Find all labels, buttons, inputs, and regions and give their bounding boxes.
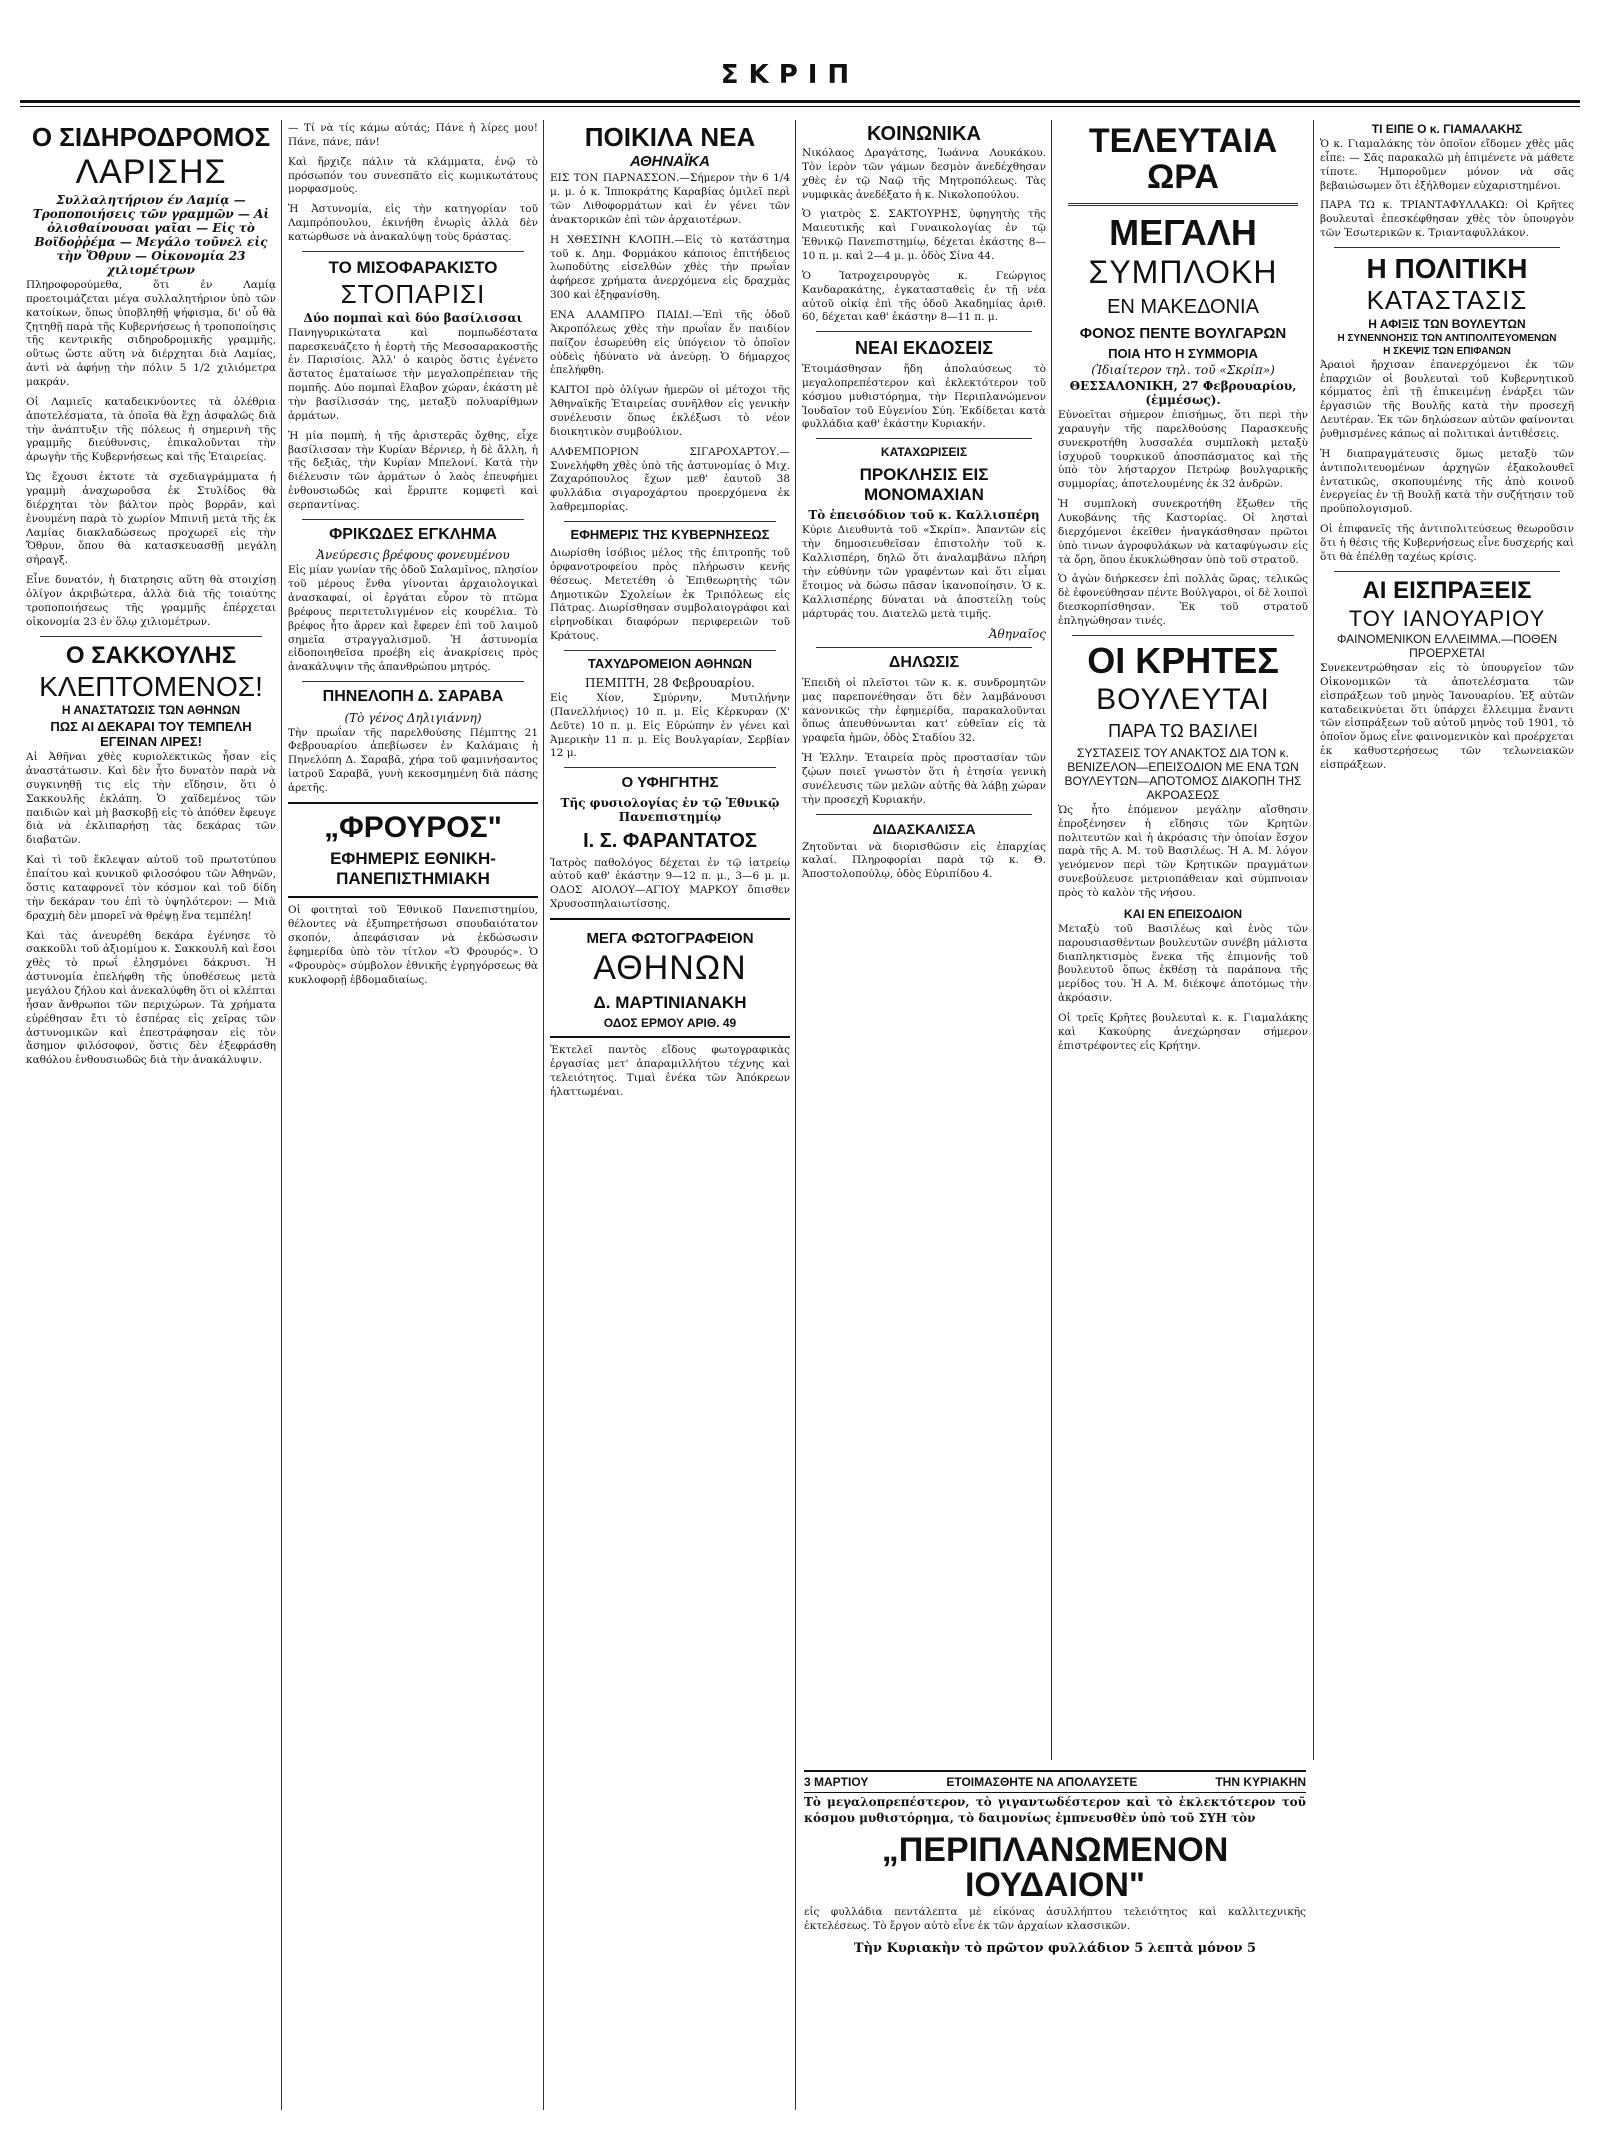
headline-farantatos: Ι. Σ. ΦΑΡΑΝΤΑΤΟΣ: [583, 829, 757, 852]
article-paragraph: Ἡ συμπλοκὴ συνεκροτήθη ἔξωθεν τῆς Λυκοβάνης τῆς Καστορίας. Οἱ λησταὶ διερχόμενοι ἐκεῖθεν ἠναγκάσθησαν πρῶτοι ὑπὸ τινων ἀγροφυλάκων νὰ καταφύγωσιν εἰς τὰ ὄρη, ὅπου ἐκυκλώθησαν ὑπὸ τοῦ στρατοῦ.: [1058, 498, 1308, 566]
headline-larissa: ΛΑΡΙΣΗΣ: [75, 153, 227, 192]
footer-advertisement: [796, 1770, 1314, 2110]
subheadline-duel: Τὸ ἐπεισόδιον τοῦ κ. Καλλισπέρη: [808, 508, 1040, 523]
article-paragraph: Διωρίσθη ἰσόβιος μέλος τῆς ἐπιτροπῆς τοῦ ὀρφανοτροφείου πρὸς πλήρωσιν κενῆς θέσεως. Μετετέθη ὁ Ἐπιθεωρητὴς τῶν Δημοτικῶν Σχολείων ἐκ Τριπόλεως εἰς Πάτρας. Διωρίσθησαν συμβολαιογράφοι καὶ εἰρηνοδίκαι διαφόρων περιφερειῶν τοῦ Κράτους.: [550, 547, 790, 643]
article-paragraph: Καὶ τὶ τοῦ ἔκλεψαν αὐτοῦ τοῦ πρωτοτύπου ἐπαίτου καὶ κυνικοῦ φιλοσόφου τῶν Ἀθηνῶν, ὅστις καταφρονεῖ τὸν κόσμον καὶ τοῦ δίδη τὴν δεκάραν του ἐπὶ τὸ ὑψηλότερον: — Μιὰ δραχμὴ δὲν μπορεῖ νὰ θρέψῃ ἕνα τεμπέλη!: [26, 854, 276, 922]
divider: [1068, 203, 1298, 206]
article-paragraph: Νικόλαος Δραγάτσης, Ἰωάννα Λουκάκου. Τὸν ἱερὸν τῶν γάμων δεσμὸν ἀνεδέχθησαν χθὲς ἐν τῷ Ναῷ τῆς Μητροπόλεως. Τὰς νυμφικὰς ἀνεδέξατο ἡ κ. Νικολοπούλου.: [802, 147, 1046, 201]
headline-political: Η ΠΟΛΙΤΙΚΗ: [1366, 253, 1528, 285]
subheadline-giamalakis: ΤΙ ΕΙΠΕ Ο κ. ΓΙΑΜΑΛΑΚΗΣ: [1371, 122, 1523, 136]
divider: [1072, 635, 1294, 636]
article-paragraph: Πανηγυρικώτατα καὶ πομπωδέστατα παρεσκευάζετο ἡ ἑορτὴ τῆς Μεσοσαρακοστῆς ἐν Παρισίοις. Ἀλλ' ὁ καιρὸς ὅστις ἐγένετο ἄστατος ἐματαίωσε τὴν μεγαλοπρέπειαν τῆς πομπῆς. Δύο πομπαὶ ἔλαβον χώραν, ἐκάστη μὲ τὴν βασίλισσάν της, μεταξὺ πολυαρίθμων ἁρμάτων.: [288, 326, 538, 422]
headline-various-news: ΠΟΙΚΙΛΑ ΝΕΑ: [584, 122, 756, 152]
masthead-rule: [20, 100, 1580, 103]
divider: [564, 521, 776, 522]
footer-date: 3 ΜΑΡΤΙΟΥ: [804, 1775, 869, 1789]
column-5: [1052, 120, 1314, 1760]
article-paragraph: ΕΝΑ ΑΛΑΜΠΡΟ ΠΑΙΔΙ.—Ἐπὶ τῆς ὁδοῦ Ἀκροπόλεως χθὲς τὴν πρωΐαν ἕν παιδίον παίζον ἐσωρεύθη εἰς ὑπόγειον τὸ ὁποῖον οὐδεὶς ἠδύνατο νὰ ἀνεύρῃ. Ὁ δήμαρχος ἐπελήφθη.: [550, 309, 790, 377]
headline-insertions: ΚΑΤΑΧΩΡΙΣΕΙΣ: [880, 445, 968, 460]
subheadline-five-bulgarians: ΦΟΝΟΣ ΠΕΝΤΕ ΒΟΥΛΓΑΡΩΝ: [1079, 324, 1287, 342]
article-paragraph: Ἡ Ἀστυνομία, εἰς τὴν κατηγορίαν τοῦ Λαμπρόπουλου, ἐκινήθη ἐνωρὶς ἀλλὰ δὲν κατώρθωσε νὰ ἀνακαλύψῃ τοὺς δράστας.: [288, 203, 538, 244]
article-paragraph: Εἶνε δυνατόν, ἡ διατρησις αὕτη θὰ στοιχίσῃ ὀλίγον ἀκριβώτερα, ἀλλὰ διὰ τῆς τοιαύτης τροποποιήσεως τῆς γραμμῆς ἐπέρχεται οἰκονομία 23 ἐν ὅλῳ χιλιομέτρων.: [26, 574, 276, 628]
headline-paris: ΣΤΟΠΑΡΙΣΙ: [340, 279, 486, 310]
subheadline-date: ΠΕΜΠΤΗ, 28 Φεβρουαρίου.: [585, 675, 755, 690]
newspaper-page: [20, 0, 1580, 2131]
headline-society: ΚΟΙΝΩΝΙΚΑ: [866, 123, 981, 145]
divider: [1334, 247, 1560, 248]
footer-prepare: ΕΤΟΙΜΑΣΘΗΤΕ ΝΑ ΑΠΟΛΑΥΣΕΤΕ: [946, 1775, 1138, 1789]
ad-photo-athens: ΑΘΗΝΩΝ: [593, 949, 747, 988]
subheadline-obituary: (Τὸ γένος Δηλιγιάννη): [344, 710, 482, 725]
masthead-rule-thin: [20, 106, 1580, 107]
article-paragraph: Πληροφορούμεθα, ὅτι ἐν Λαμίᾳ προετοιμάζεται μέγα συλλαλητήριον ὑπὸ τῶν κατοίκων, ὅπως ὑποβληθῇ ψήφισμα, δι' οὗ θὰ ζητηθῇ παρὰ τῆς Κυβερνήσεως ἡ τροποποίησις τῆς κεντρικῆς σιδηροδρομικῆς γραμμῆς, οὕτως ὥστε αὕτη νὰ διέρχηται διὰ Λαμίας, ἀντὶ νὰ ἀφήνῃ τὴν πόλιν 5 1/2 χιλιόμετρα μακράν.: [26, 278, 276, 388]
ad-photo-name: Δ. ΜΑΡΤΙΝΙΑΝΑΚΗ: [593, 992, 747, 1012]
subheadline-physiology: Τῆς φυσιολογίας ἐν τῷ Ἐθνικῷ Πανεπιστημίῳ: [560, 795, 780, 824]
headline-mid-lent: ΤΟ ΜΙΣΟΦΑΡΑΚΙΣΤΟ: [328, 257, 498, 277]
article-paragraph: Ζητοῦνται νὰ διορισθῶσιν εἰς ἐπαρχίας καλαί. Πληροφορίαι παρὰ τῷ κ. Θ. Ἀποστολοπούλῳ, ὁδὸς Εὐριπίδου 4.: [802, 840, 1046, 881]
headline-teacher: ΔΙΔΑΣΚΑΛΙΣΣΑ: [872, 820, 976, 837]
article-paragraph: ΑΛΦΕΜΠΟΡΙΟΝ ΣΙΓΑΡΟΧΑΡΤΟΥ.—Συνελήφθη χθὲς ὑπὸ τῆς ἀστυνομίας ὁ Μιχ. Ζαχαρόπουλος ἔχων μεθ' ἑαυτοῦ 38 φυλλάδια σιγαροχάρτου προερχόμενα ἐκ λαθρεμπορίας.: [550, 445, 790, 514]
article-paragraph: Ἡ Ἑλλην. Ἑταιρεία πρὸς προστασίαν τῶν ζῴων ποιεῖ γνωστὸν ὅτι ἡ ἐτησία γενικὴ συνέλευσις τῶν μελῶν αὐτῆς θὰ λάβῃ χώραν τὴν προσεχῆ Κυριακήν.: [802, 752, 1046, 806]
divider: [302, 251, 524, 252]
subheadline-gang: ΠΟΙΑ ΗΤΟ Η ΣΥΜΜΟΡΙΑ: [1108, 346, 1258, 362]
article-paragraph: Οἱ ἐπιφανεῖς τῆς ἀντιπολιτεύσεως θεωροῦσιν ὅτι ἡ θέσις τῆς Κυβερνήσεως εἶνε δυσχερής καὶ ὅτι θὰ ἐπέλθῃ ταχέως κρίσις.: [1320, 523, 1574, 563]
article-paragraph: ΠΑΡΑ ΤΩ κ. ΤΡΙΑΝΤΑΦΥΛΛΑΚΩ: Οἱ Κρῆτες βουλευταὶ ἐπεσκέφθησαν χθὲς τὸν ὑπουργὸν τῶν Ἐσωτερικῶν κ. Τριανταφυλλάκον.: [1320, 199, 1574, 240]
divider: [816, 647, 1032, 648]
divider: [816, 814, 1032, 815]
article-paragraph: Ἡ μία πομπὴ, ἡ τῆς ἀριστερᾶς ὄχθης, εἶχε βασίλισσαν τὴν Κυρίαν Βέρνιερ, ἡ δὲ ἄλλη, ἡ τῆς δεξιᾶς, τὴν Κυρίαν Μπελονί. Κατὰ τὴν διέλευσιν τῶν ἁρμάτων ὁ λαὸς ἐπευφήμει ἐνθουσιωδῶς καὶ ἔρριπτε κομφετὶ καὶ σερπαντίνας.: [288, 429, 538, 512]
ad-frouros-title: „ΦΡΟΥΡΟΣ": [324, 810, 502, 844]
signature: Ἀθηναῖος: [988, 627, 1046, 642]
headline-obituary: ΠΗΝΕΛΟΠΗ Δ. ΣΑΡΑΒΑ: [322, 688, 504, 706]
column-1: [20, 120, 282, 2110]
ad-photo-title: ΜΕΓΑ ΦΩΤΟΓΡΑΦΕΙΟΝ: [586, 929, 754, 947]
article-paragraph: Συνεκεντρώθησαν εἰς τὸ ὑπουργεῖον τῶν Οἰκονομικῶν τὰ ἀποτελέσματα τῶν εἰσπράξεων τοῦ μηνὸς Ἰανουαρίου. Ἐξ αὐτῶν καταδεικνύεται ὅτι ὑπάρχει ἔλλειμμα ἔναντι τῶν εἰσπράξεων τοῦ αὐτοῦ μηνὸς τοῦ 1901, τὸ ὁποῖον ὅμως εἶνε φαινομενικὸν καὶ προέρχεται ἐκ καθυστερήσεως τῶν τελωνειακῶν εἰσπράξεων.: [1320, 662, 1574, 772]
footer-line-1: Τὸ μεγαλοπρεπέστερον, τὸ γιγαντωδέστερον καὶ τὸ ἐκλεκτότερον τοῦ κόσμου μυθιστόρημα, τὸ δαιμονίως ἐμπνευσθὲν ὑπὸ τοῦ ΣΥΗ τὸν: [804, 1795, 1306, 1825]
headline-cretans: ΟΙ ΚΡΗΤΕΣ: [1087, 639, 1279, 681]
headline-sakkoulis: Ο ΣΑΚΚΟΥΛΗΣ: [65, 641, 237, 669]
headline-duel: ΠΡΟΚΛΗΣΙΣ ΕΙΣ ΜΟΝΟΜΑΧΙΑΝ: [859, 465, 989, 504]
headline-new-editions: ΝΕΑΙ ΕΚΔΟΣΕΙΣ: [854, 338, 994, 359]
headline-january: ΤΟΥ ΙΑΝΟΥΑΡΙΟΥ: [1348, 605, 1546, 631]
subheadline-incident: ΚΑΙ ΕΝ ΕΠΕΙΣΟΔΙΟΝ: [1123, 906, 1243, 921]
subheadline-thought: Η ΣΚΕΨΙΣ ΤΩΝ ΕΠΙΦΑΝΩΝ: [1383, 345, 1511, 357]
article-paragraph: Ὁ Ἰατροχειρουργὸς κ. Γεώργιος Κανδαρακάτης, ἐγκατασταθεὶς ἐν τῇ νέα αὐτοῦ οἰκίᾳ ἐπὶ τῆς ὁδοῦ Ἀκαδημίας ἀριθ. 60, δέχεται καθ' ἑκάστην 8—11 π. μ.: [802, 269, 1046, 324]
article-paragraph: Ἀραιοὶ ἤρχισαν ἐπανερχόμενοι ἐκ τῶν ἐπαρχιῶν οἱ βουλευταὶ τοῦ Κυβερνητικοῦ κόμματος ἐπὶ τῇ ἐπικειμένῃ ἐνάρξει τῶν ἐργασιῶν τῆς Βουλῆς κατὰ τὴν προσεχῆ Δευτέραν. Ἐκ τῶν δηλώσεων αὐτῶν φαίνονται ῥυθμισμένες κάπως αἱ πολιτικαὶ ἀντιθέσεις.: [1320, 358, 1574, 440]
column-6: [1314, 120, 1580, 2110]
article-paragraph: ΕΙΣ ΤΟΝ ΠΑΡΝΑΣΣΟΝ.—Σήμερον τὴν 6 1/4 μ. μ. ὁ κ. Ἱπποκράτης Καραβίας ὁμιλεῖ περὶ τῶν Λιθοφορμάτων καὶ ἐν γένει τῶν ἀνακτορικῶν ἐπὶ τῶν ἀρχαιοτέρων.: [550, 172, 790, 226]
subheadline-infant: Ἀνεύρεσις βρέφους φονευμένου: [316, 548, 510, 563]
headline-deputies: ΒΟΥΛΕΥΤΑΙ: [1096, 682, 1270, 716]
subheadline-athens: Η ΑΝΑΣΤΑΤΩΣΙΣ ΤΩΝ ΑΘΗΝΩΝ: [61, 703, 241, 718]
subheadline-arrival: Η ΑΦΙΞΙΣ ΤΩΝ ΒΟΥΛΕΥΤΩΝ: [1368, 316, 1526, 331]
headline-gazette: ΕΦΗΜΕΡΙΣ ΤΗΣ ΚΥΒΕΡΝΗΣΕΩΣ: [570, 527, 770, 543]
article-paragraph: Οἱ τρεῖς Κρῆτες βουλευταὶ κ. κ. Γιαμαλάκης καὶ Κακούρης ἀνεχώρησαν σήμερον ἐπιστρέφοντες εἰς Κρήτην.: [1058, 1012, 1308, 1052]
headline-stolen: ΚΛΕΠΤΟΜΕΝΟΣ!: [39, 670, 263, 702]
divider: [302, 519, 524, 520]
article-paragraph: Ἐπειδὴ οἱ πλεῖστοι τῶν κ. κ. συνδρομητῶν μας παρεπονέθησαν ὅτι δὲν λαμβάνουσι κανονικῶς τὴν ἐφημερίδα, παρακαλοῦνται ὅπως ἀπευθύνωνται κατ' εὐθεῖαν εἰς τὰ γραφεῖα ἡμῶν, ὁδὸς Σταδίου 32.: [802, 676, 1046, 745]
article-paragraph: Ὁ ἀγὼν διήρκεσεν ἐπὶ πολλὰς ὥρας, τελικῶς δὲ ἐφονεύθησαν πέντε Βούλγαροι, οἱ δὲ λοιποὶ διεσκορπίσθησαν. Ἐκ τοῦ στρατοῦ ἐπληγώθησαν τινές.: [1058, 573, 1308, 628]
footer-title-wandering-jew: „ΠΕΡΙΠΛΑΝΩΜΕΝΟΝ ΙΟΥΔΑΙΟΝ": [881, 1830, 1229, 1905]
footer-sunday: ΤΗΝ ΚΥΡΙΑΚΗΝ: [1215, 1775, 1306, 1789]
ad-frouros-subtitle: ΕΦΗΜΕΡΙΣ ΕΘΝΙΚΗ-ΠΑΝΕΠΙΣΤΗΜΙΑΚΗ: [330, 849, 496, 888]
article-paragraph: — Τί νὰ τίς κάμω αὐτάς; Πάνε ἡ λίρες μου! Πάνε, πάνε, πάν!: [288, 122, 538, 148]
divider: [302, 681, 524, 682]
ad-photo-address: ΟΔΟΣ ΕΡΜΟΥ ΑΡΙΘ. 49: [603, 1016, 737, 1031]
dispatch-dateline: ΘΕΣΣΑΛΟΝΙΚΗ, 27 Φεβρουαρίου, (ἐμμέσως).: [1069, 379, 1297, 408]
headline-situation: ΚΑΤΑΣΤΑΣΙΣ: [1366, 285, 1528, 316]
article-paragraph: Ὡς ἔχουσι ἐκτοτε τὰ σχεδιαγράμματα ἡ γραμμὴ ἀναχωροῦσα ἐκ Στυλίδος θὰ διέρχηται τὸν βάλτον πρὸς βορρᾶν, καὶ ἑνουμένη παρὰ τὸ χωρίον Μπινιῆ μετὰ τῆς ἐκ Λαμίας διακλαδώσεως προχωρεῖ εἰς τὴν Ὄθρυν, ὅπου θὰ κατασκευασθῇ μεγάλη σήραγξ.: [26, 471, 276, 567]
article-paragraph: Τὴν πρωΐαν τῆς παρελθούσης Πέμπτης 21 Φεβρουαρίου ἀπεβίωσεν ἐν Καλάμαις ἡ Πηνελόπη Δ. Σαραβᾶ, χήρα τοῦ φαμινήσαντος ἰατροῦ Σαραβᾶ, γυνὴ κεκοσμημένη διὰ πάσης ἀρετῆς.: [288, 726, 538, 794]
article-paragraph: Η ΧΘΕΣΙΝΗ ΚΛΟΠΗ.—Εἰς τὸ κατάστημα τοῦ κ. Δημ. Φορμάκου κάποιος ἐπιτήδειος λωποδύτης εἰσελθὼν χθὲς τὴν πρωΐαν ἀφήρεσε χρήματα ἀνερχόμενα εἰς δραχμὰς 300 καὶ ἐξηφανίσθη.: [550, 233, 790, 302]
divider: [816, 438, 1032, 439]
subheadline-two-queens: Δύο πομπαὶ καὶ δύο βασίλισσαι: [303, 310, 523, 325]
headline-announcement: ΔΗΛΩΣΙΣ: [888, 654, 960, 672]
article-paragraph: Εἰς Χίον, Σμύρνην, Μυτιλήνην (Πανελλήνιος) 10 π. μ. Εἰς Κέρκυραν (Χ' Δεῦτε) 10 π. μ. Εἰς Εὐρώπην ἐν γένει καὶ Ἀμερικὴν 11 π. μ. Εἰς Βουλγαρίαν, Σερβίαν 12 μ.: [550, 691, 790, 760]
headline-king: ΠΑΡΑ ΤΩ ΒΑΣΙΛΕΙ: [1108, 721, 1258, 742]
divider: [816, 331, 1032, 332]
headline-macedonia: ΕΝ ΜΑΚΕΔΟΝΙΑ: [1107, 295, 1259, 318]
footer-line-3: Τὴν Κυριακὴν τὸ πρῶτον φυλλάδιον 5 λεπτὰ μόνον 5: [853, 1940, 1257, 1956]
dispatch-note: (Ἰδιαίτερον τηλ. τοῦ «Σκρίπ»): [1091, 363, 1275, 378]
subheadline-opposition: Η ΣΥΝΕΝΝΟΗΣΙΣ ΤΩΝ ΑΝΤΙΠΟΛΙΤΕΥΟΜΕΝΩΝ: [1337, 332, 1557, 344]
subheadline-athenian: ΑΘΗΝΑΪΚΑ: [630, 153, 710, 171]
subheadline-audience: ΣΥΣΤΑΣΕΙΣ ΤΟΥ ΑΝΑΚΤΟΣ ΔΙΑ ΤΟΝ κ. ΒΕΝΙΖΕΛΟΝ—ΕΠΕΙΣΟΔΙΟΝ ΜΕ ΕΝΑ ΤΩΝ ΒΟΥΛΕΥΤΩΝ—ΑΠΟΤΟΜΟΣ ΔΙΑΚΟΠΗ ΤΗΣ ΑΚΡΟΑΣΕΩΣ: [1064, 745, 1302, 802]
article-paragraph: Εὐνοεῖται σήμερον ἐπισήμως, ὅτι περὶ τὴν χαραυγὴν τῆς παρελθούσης Παρασκευῆς συνεκροτήθη λυσσαλέα συμπλοκὴ μεταξὺ ἰσχυροῦ τουρκικοῦ ἀποσπάσματος καὶ τῆς ὑπὸ τὸν λήσταρχον Πετρὼφ βουλγαρικῆς συμμορίας, ἀποτελουμένης ἐκ 32 ἀνδρῶν.: [1058, 409, 1308, 491]
article-paragraph: Ἐκτελεῖ παντὸς εἴδους φωτογραφικὰς ἐργασίας μετ' ἀπαραμιλλήτου τέχνης καὶ τελειότητος. Τιμαὶ ἐνέκα τῶν Ἀπόκρεων ἠλαττωμέναι.: [550, 1044, 790, 1098]
article-paragraph: Οἱ φοιτηταὶ τοῦ Ἐθνικοῦ Πανεπιστημίου, θέλοντες νὰ ἐξυπηρετήσωσι σπουδαιότατον σκοπόν, ἀπεφάσισαν νὰ ἐκδώσωσιν ἐφημερίδα ὑπὸ τὸν τίτλον «Ὁ Φρουρός». Ὁ «Φρουρὸς» σύμβολον ἐθνικῆς ἐγρηγόρσεως θὰ κυκλοφορῇ ἑβδομαδιαίως.: [288, 904, 538, 986]
article-paragraph: Ὡς ἦτο ἑπόμενον μεγάλην αἴσθησιν ἐπροξένησεν ἡ εἴδησις τῶν Κρητῶν πολιτευτῶν καὶ ἡ ἀκρόασις τὴν ὁποίαν ἔσχον παρὰ τῆς Α. Μ. τοῦ Βασιλέως. Ἡ Α. Μ. λόγον γενόμενον περὶ τῶν Κρητικῶν πραγμάτων συνεβούλευσε μετριοπάθειαν καὶ σύμπνοιαν πρὸς τὸ καλὸν τῆς νήσου.: [1058, 803, 1308, 900]
article-paragraph: Ὁ κ. Γιαμαλάκης τὸν ὁποῖον εἴδομεν χθὲς μᾶς εἶπε: — Σᾶς παρακαλῶ μὴ ἐπιμένετε νὰ μάθετε τίποτε. Ἠμποροῦμεν μόνον νὰ σᾶς βεβαιώσωμεν ὅτι ἐξήλθομεν εὐχαριστημένοι.: [1320, 138, 1574, 192]
article-paragraph: ΚΑΙΤΟΙ πρὸ ὀλίγων ἡμερῶν οἱ μέτοχοι τῆς Ἀθηναϊκῆς Ἑταιρείας συνῆλθον εἰς γενικὴν συνέλευσιν ὅπως ἐκλέξωσι τὸ νέον διοικητικὸν συμβούλιον.: [550, 384, 790, 438]
headline-great: ΜΕΓΑΛΗ: [1109, 212, 1257, 254]
advertisement-frouros: [288, 802, 538, 899]
article-paragraph: Ἰατρὸς παθολόγος δέχεται ἐν τῷ ἰατρείῳ αὐτοῦ καθ' ἑκάστην 9—12 π. μ., 3—6 μ. μ. ΟΔΟΣ ΑΙΟΛΟΥ—ΑΓΙΟΥ ΜΑΡΚΟΥ ὄπισθεν Χρυσοσπηλαιωτίσσης.: [550, 856, 790, 911]
subheadline-coins: ΠΩΣ ΑΙ ΔΕΚΑΡΑΙ ΤΟΥ ΤΕΜΠΕΛΗ ΕΓΕΙΝΑΝ ΛΙΡΕΣ!: [50, 719, 252, 750]
headline-clash: ΣΥΜΠΛΟΚΗ: [1088, 254, 1278, 291]
article-paragraph: Ἐτοιμάσθησαν ἤδη ἀπολαύσεως τὸ μεγαλοπρεπέστερον καὶ ἐκλεκτότερον τοῦ κόσμου μυθιστόρημα, τὴν Περιπλανώμενον Ἰουδαῖον τοῦ Εὐγενίου Σύη. Ἐκδίδεται κατὰ φυλλάδια καθ' ἑκάστην Κυριακήν.: [802, 363, 1046, 431]
footer-line-2: εἰς φυλλάδια πεντάλεπτα μὲ εἰκόνας ἀσυλλήπτου τελειότητος καὶ καλλιτεχνικῆς ἐκτελέσεως. Τὸ ἔργον αὐτὸ εἶνε ἐκ τῶν ἀρχαίων κλασσικῶν.: [804, 1906, 1306, 1932]
column-3: [544, 120, 796, 2110]
advertisement-photo-studio: [550, 918, 790, 1038]
headline-railway: Ο ΣΙΔΗΡΟΔΡΟΜΟΣ: [31, 122, 271, 152]
article-paragraph: Καὶ τὰς ἀνευρέθη δεκάρα ἐγένησε τὸ σακκοῦλι τοῦ ἀξιομίμου κ. Σακκουλῆ καὶ ἔσοι χθὲς τὸ πρωΐ ἐλησμόνει δάκρυσι. Ἡ ἀστυνομία ἐπελήφθη τῆς ὑποθέσεως μετὰ μεγάλου ζήλου καὶ ἀνεκαλύφθη ὅτι οἱ κλέπται ἦσαν ἄνθρωποι τῶν περιχώρων. Τὰ χρήματα εὑρέθησαν ἔτι τὸ ἑσπέρας εἰς χεῖρας τῶν ἀστυνομικῶν καὶ ἐπεστράφησαν εἰς τὸν ἄσημον φιλόσοφον, ὅστις δὲν ἐξεφράσθη καθόλου ἐνθουσιωδῶς διὰ τὴν ἀνακάλυψιν.: [26, 929, 276, 1067]
article-paragraph: Ἡ διαπραγμάτευσις ὅμως μεταξὺ τῶν ἀντιπολιτευομένων ἀρχηγῶν ἐξακολουθεῖ ἐντατικῶς, σκοπουμένης τῆς ἀπὸ κοινοῦ ἐνεργείας ἐν τῇ Βουλῇ κατὰ τὴν συζήτησιν τοῦ προϋπολογισμοῦ.: [1320, 447, 1574, 516]
subheadline-railway: Συλλαλητήριον έν Λαμίᾳ — Τροποποιήσεις τῶν γραμμῶν — Αἱ ὀλισθαίνουσαι γαῖαι — Εἰς τὸ Βοϊδοῤῥέμα — Μεγάλο τοῦνελ εἰς τὴν Ὄθρυν — Οἰκονομία 23 χιλιομέτρων: [32, 192, 270, 277]
footer-banner: [804, 1770, 1306, 1793]
article-paragraph: Μεταξὺ τοῦ Βασιλέως καὶ ἑνὸς τῶν παρουσιασθέντων βουλευτῶν συνέβη μάλιστα διαπληκτισμὸς ἕνεκα τῆς ἐπιμονῆς τοῦ βουλευτοῦ ὅπως ἐκθέσῃ τὰ παράπονα τῆς μερίδος του. Ἡ Α. Μ. διέκοψε ἀποτόμως τὴν ἀκρόασιν.: [1058, 922, 1308, 1005]
headline-last-hour: ΤΕΛΕΥΤΑΙΑ ΩΡΑ: [1088, 122, 1278, 196]
headline-lecturer: Ο ΥΦΗΓΗΤΗΣ: [621, 774, 719, 792]
column-4: [796, 120, 1052, 1760]
article-paragraph: Εἰς μίαν γωνίαν τῆς ὁδοῦ Σαλαμῖνος, πλησίον τοῦ μέρους ἔνθα γίνονται ἀρχαιολογικαὶ ἀνασκαφαί, οἱ ἐργάται εὗρον τὸ πτῶμα βρέφους περιτετυλιγμένον εἰς κουρέλια. Τὸ βρέφος ἦτο ἄρρεν καὶ ἔφερεν ἐπὶ τοῦ λαιμοῦ σημεῖα στραγγαλισμοῦ. Ἡ ἀστυνομία εἰδοποιηθεῖσα προέβη εἰς ἀνακρίσεις πρὸς ἀνακάλυψιν τῆς ἀπανθρώπου μητρός.: [288, 564, 538, 674]
column-2: [282, 120, 544, 2110]
article-paragraph: Αἱ Ἀθῆναι χθὲς κυριολεκτικῶς ἦσαν εἰς ἀναστάτωσιν. Καὶ δὲν ἦτο δυνατὸν παρὰ νὰ συγκινηθῇ τις εἰς τὴν εἴδησιν, ὅτι ὁ Σακκουλῆς ἐκλάπη. Ὁ χαϊδεμένος τῶν παιδιῶν καὶ μὴ βασκοβῇ εἰς τὸ ἀπόθεν ἔφευγε διὰ νὰ ἐκλιπαρήσῃ τὰς δεκάρας τῶν διαβατῶν.: [26, 751, 276, 847]
headline-revenues: ΑΙ ΕΙΣΠΡΑΞΕΙΣ: [1362, 576, 1532, 604]
divider: [564, 650, 776, 651]
divider: [564, 767, 776, 768]
article-paragraph: Οἱ Λαμιεῖς καταδεικνύοντες τὰ ὀλέθρια ἀποτελέσματα, τὰ ὁποῖα θὰ ἔχῃ ἀσφαλῶς διὰ τὴν ἀνάπτυξιν τῆς πόλεως ἡ σημερινὴ τῆς γραμμῆς διεύθυνσις, ἐπικαλοῦνται τὴν ἀρωγὴν τῆς Κυβερνήσεως καὶ τῆς Ἑταιρείας.: [26, 395, 276, 464]
headline-crime: ΦΡΙΚΩΔΕΣ ΕΓΚΛΗΜΑ: [329, 525, 497, 543]
subheadline-deficit: ΦΑΙΝΟΜΕΝΙΚΟΝ ΕΛΛΕΙΜΜΑ.—ΠΟΘΕΝ ΠΡΟΕΡΧΕΤΑΙ: [1336, 632, 1558, 661]
headline-post-office: ΤΑΧΥΔΡΟΜΕΙΟΝ ΑΘΗΝΩΝ: [587, 656, 753, 672]
divider: [40, 636, 262, 637]
divider: [1334, 571, 1560, 572]
article-paragraph: Ὁ γιατρὸς Σ. ΣΑΚΤΟΥΡΗΣ, ὑφηγητὴς τῆς Μαιευτικῆς καὶ Γυναικολογίας ἐν τῷ Ἐθνικῷ Πανεπιστημίῳ, δέχεται ἑκάστης 8—10 π. μ. καὶ 2—4 μ. μ. ὁδὸς Σίνα 44.: [802, 208, 1046, 263]
article-paragraph: Καὶ ἤρχιζε πάλιν τὰ κλάμματα, ἐνῷ τὸ πρόσωπόν του συνεσπᾶτο εἰς κωμικωτάτους μορφασμούς.: [288, 155, 538, 196]
article-paragraph: Κύριε Διευθυντὰ τοῦ «Σκρίπ». Ἀπαντῶν εἰς τὴν δημοσιευθεῖσαν ἐπιστολὴν τοῦ κ. Καλλισπέρη, δηλῶ ὅτι ἀναλαμβάνω πλήρη τὴν εὐθύνην τῶν γραφέντων καὶ ὅτι εἶμαι ἕτοιμος νὰ δώσω πᾶσαν ἱκανοποίησιν. Ὁ κ. Καλλισπέρης δύναται νὰ ἀποστείλῃ τοὺς μάρτυράς του. Διατελῶ μετὰ τιμῆς.: [802, 524, 1046, 620]
masthead: ΣΚΡΙΠ: [720, 60, 860, 90]
